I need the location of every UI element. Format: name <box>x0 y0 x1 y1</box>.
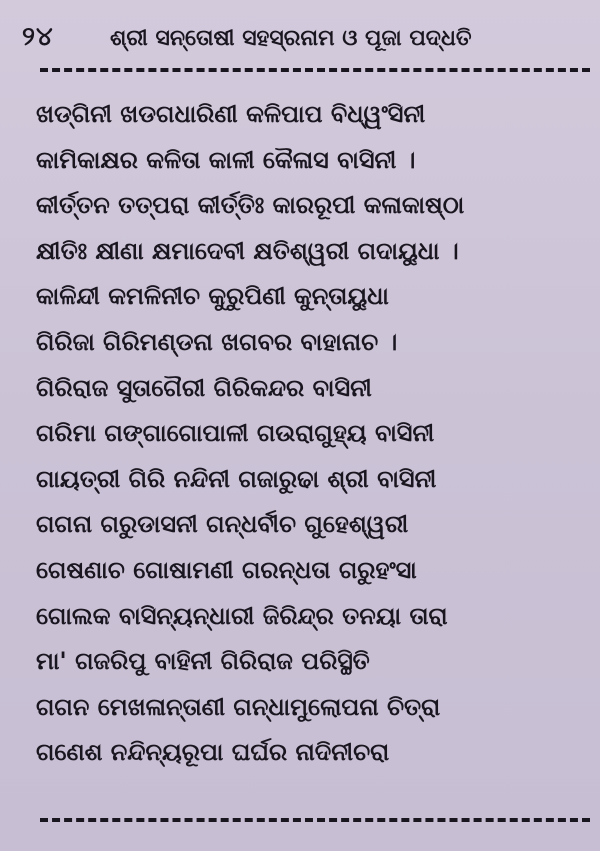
verse-line: ଗାୟତ୍ରୀ ଗିରି ନନ୍ଦିନୀ ଗଜାରୁଢା ଶ୍ରୀ ବାସିନୀ <box>36 464 437 493</box>
verse-list <box>36 92 576 776</box>
page-header <box>22 20 582 60</box>
verse-line: ଗରିମା ଗଙ୍ଗାଗୋପାଳୀ ଗଉରାଗୁହ୍ୟ ବାସିନୀ <box>36 419 435 448</box>
verse-line: ଗଗନ ମେଖଳାନ୍ତାଣୀ ଗନ୍ଧାମୁଲୋପନା ଚିତ୍ରା <box>36 692 441 721</box>
running-title: ଶ୍ରୀ ସନ୍ତୋଷୀ ସହସ୍ରନାମ ଓ ପୂଜା ପଦ୍ଧତି <box>110 26 472 51</box>
page-number: ୨୪ <box>22 22 54 52</box>
verse-line: ଗିରିରାଜ ସୁତାଗୈରୀ ଗିରିକନ୍ଦର ବାସିନୀ <box>36 373 372 402</box>
verse-line: ଗଗନା ଗରୁଡାସନୀ ଗନ୍ଧର୍ବୀଚ ଗୁହେଶ୍ୱରୀ <box>36 510 409 539</box>
verse-line: କ୍ଷୀତିଃ କ୍ଷୀଣା କ୍ଷମାଦେବୀ କ୍ଷତିଶ୍ୱରୀ ଗଦାୟୁଧା । <box>36 236 459 265</box>
top-dashed-rule <box>40 68 590 72</box>
verse-line: ମା' ଗଜରିପୁ ବାହିନୀ ଗିରିରାଜ ପରିସ୍ଥିତି <box>36 647 370 676</box>
bottom-dashed-rule <box>40 818 590 822</box>
verse-line: କୀର୍ତ୍ତନ ତତ୍ପରା କୀର୍ତ୍ତିଃ କାରରୂପୀ କଳାକାଷ୍ଠା <box>36 191 465 220</box>
verse-line: ଖଡ୍ଗିନୀ ଖଡଗଧାରିଣୀ କଳିପାପ ବିଧ୍ୱଂସିନୀ <box>36 100 426 128</box>
verse-line: ଗୋଲକ ବାସିନ୍ୟନ୍ଧାରୀ ଜିରିନ୍ଦ୍ର ତନୟା ତାରା <box>36 601 448 630</box>
verse-line: ଗଣେଶ ନନ୍ଦିନ୍ୟରୂପା ଘର୍ଘର ନାଦିନୀଚରା <box>36 738 390 767</box>
verse-line: କାଳିନ୍ଦୀ କମଳିନୀଚ କୁରୁପିଣୀ କୁନ୍ତାୟୁଧା <box>36 282 389 311</box>
verse-line: କାମିକାକ୍ଷର କଳିତା କାଳୀ କୈଳାସ ବାସିନୀ । <box>36 145 416 174</box>
verse-line: ଗିରିଜା ଗିରିମଣ୍ଡନା ଖଗବର ବାହାନାଚ । <box>36 327 398 356</box>
verse-line: ଗେଷଣାଚ ଗୋଷାମଣୀ ଗରନ୍ଧତା ଗରୁହଂସା <box>36 555 417 584</box>
